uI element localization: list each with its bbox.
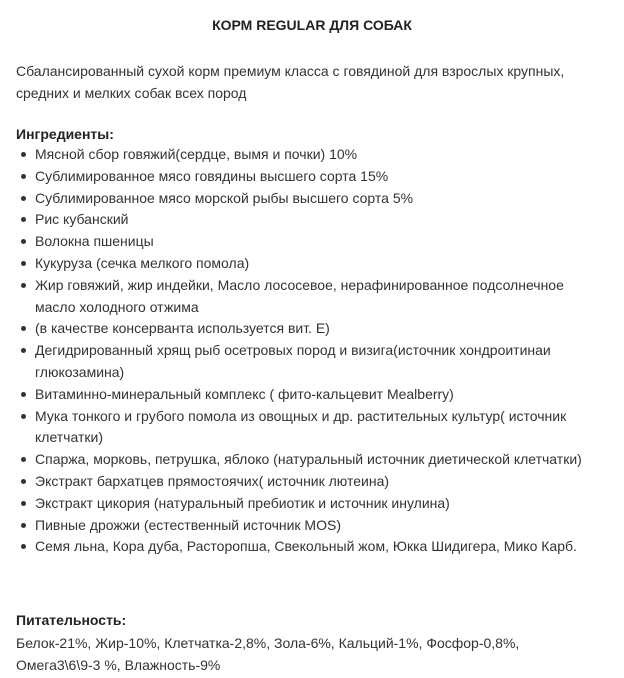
list-item: Экстракт цикория (натуральный пребиотик и источник инулина) — [16, 493, 591, 515]
list-item: Кукуруза (сечка мелкого помола) — [16, 253, 591, 275]
list-item: Дегидрированный хрящ рыб осетровых пород и визига(источник хондроитинаи глюкозамина) — [16, 340, 591, 384]
nutrition-heading: Питательность: — [16, 612, 127, 628]
list-item: Мука тонкого и грубого помола из овощных и др. растительных культур( источник клетчатки) — [16, 406, 591, 450]
list-item: Жир говяжий, жир индейки, Масло лососевое, нерафинированное подсолнечное масло холодного отжима — [16, 275, 591, 319]
list-item: Витаминно-минеральный комплекс ( фито-кальцевит Mealberry) — [16, 384, 591, 406]
list-item: Семя льна, Кора дуба, Расторопша, Свекольный жом, Юкка Шидигера, Мико Карб. — [16, 536, 591, 558]
list-item: Сублимированное мясо морской рыбы высшего сорта 5% — [16, 188, 591, 210]
product-intro: Сбалансированный сухой корм премиум класса с говядиной для взрослых крупных, средних и мелких собак всех пород — [16, 63, 565, 101]
list-item: Спаржа, морковь, петрушка, яблоко (натуральный источник диетической клетчатки) — [16, 449, 591, 471]
list-item: Волокна пшеницы — [16, 231, 591, 253]
nutrition-values: Белок-21%, Жир-10%, Клетчатка-2,8%, Зола-6%, Кальций-1%, Фосфор-0,8%, Омега3\6\9-3 %, Влажность-9% — [16, 635, 520, 673]
page-title: КОРМ REGULAR ДЛЯ СОБАК — [212, 17, 412, 33]
ingredients-heading: Ингредиенты: — [16, 126, 114, 142]
ingredients-list — [16, 144, 591, 558]
list-item: Рис кубанский — [16, 209, 591, 231]
list-item: Мясной сбор говяжий(сердце, вымя и почки) 10% — [16, 144, 591, 166]
list-item: Сублимированное мясо говядины высшего сорта 15% — [16, 166, 591, 188]
list-item: Пивные дрожжи (естественный источник MOS) — [16, 515, 591, 537]
list-item: Экстракт бархатцев прямостоячих( источник лютеина) — [16, 471, 591, 493]
list-item: (в качестве консерванта используется вит. Е) — [16, 318, 591, 340]
